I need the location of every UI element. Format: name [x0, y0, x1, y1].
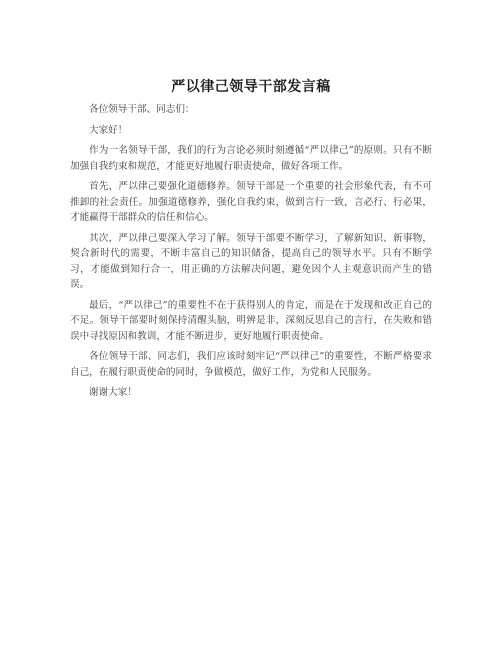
paragraph-intro: 作为一名领导干部，我们的行为言论必须时刻遵循“严以律己”的原则。只有不断加强自我约束和规范，才能更好地履行职责使命，做好各项工作。 — [70, 145, 432, 172]
salutation: 各位领导干部、同志们： — [89, 104, 195, 115]
paragraph-last: 最后，“严以律己”的重要性不在于获得别人的肯定，而是在于发现和改正自己的不足。领导干部要时刻保持清醒头脑，明辨是非，深刻反思自己的言行，在失败和错误中寻找原因和教训，才能不断进步，更好地履行职责使命。 — [70, 299, 432, 342]
document-title: 严以律己领导干部发言稿 — [171, 79, 331, 95]
paragraph-conclusion: 各位领导干部、同志们，我们应该时刻牢记“严以律己”的重要性，不断严格要求自己，在履行职责使命的同时，争做模范，做好工作，为党和人民服务。 — [70, 351, 432, 378]
paragraph-second: 其次，严以律己要深入学习了解。领导干部要不断学习，了解新知识、新事物，契合新时代的需要，不断丰富自己的知识储备，提高自己的领导水平。只有不断学习，才能做到知行合一，用正确的方法解决问题，避免因个人主观意识而产生的错误。 — [70, 232, 432, 290]
paragraph-first: 首先，严以律己要强化道德修养。领导干部是一个重要的社会形象代表，有不可推卸的社会责任。加强道德修养，强化自我约束，做到言行一致，言必行、行必果，才能赢得干部群众的信任和信心。 — [70, 181, 432, 223]
closing: 谢谢大家！ — [89, 387, 137, 398]
greeting: 大家好！ — [89, 124, 128, 136]
